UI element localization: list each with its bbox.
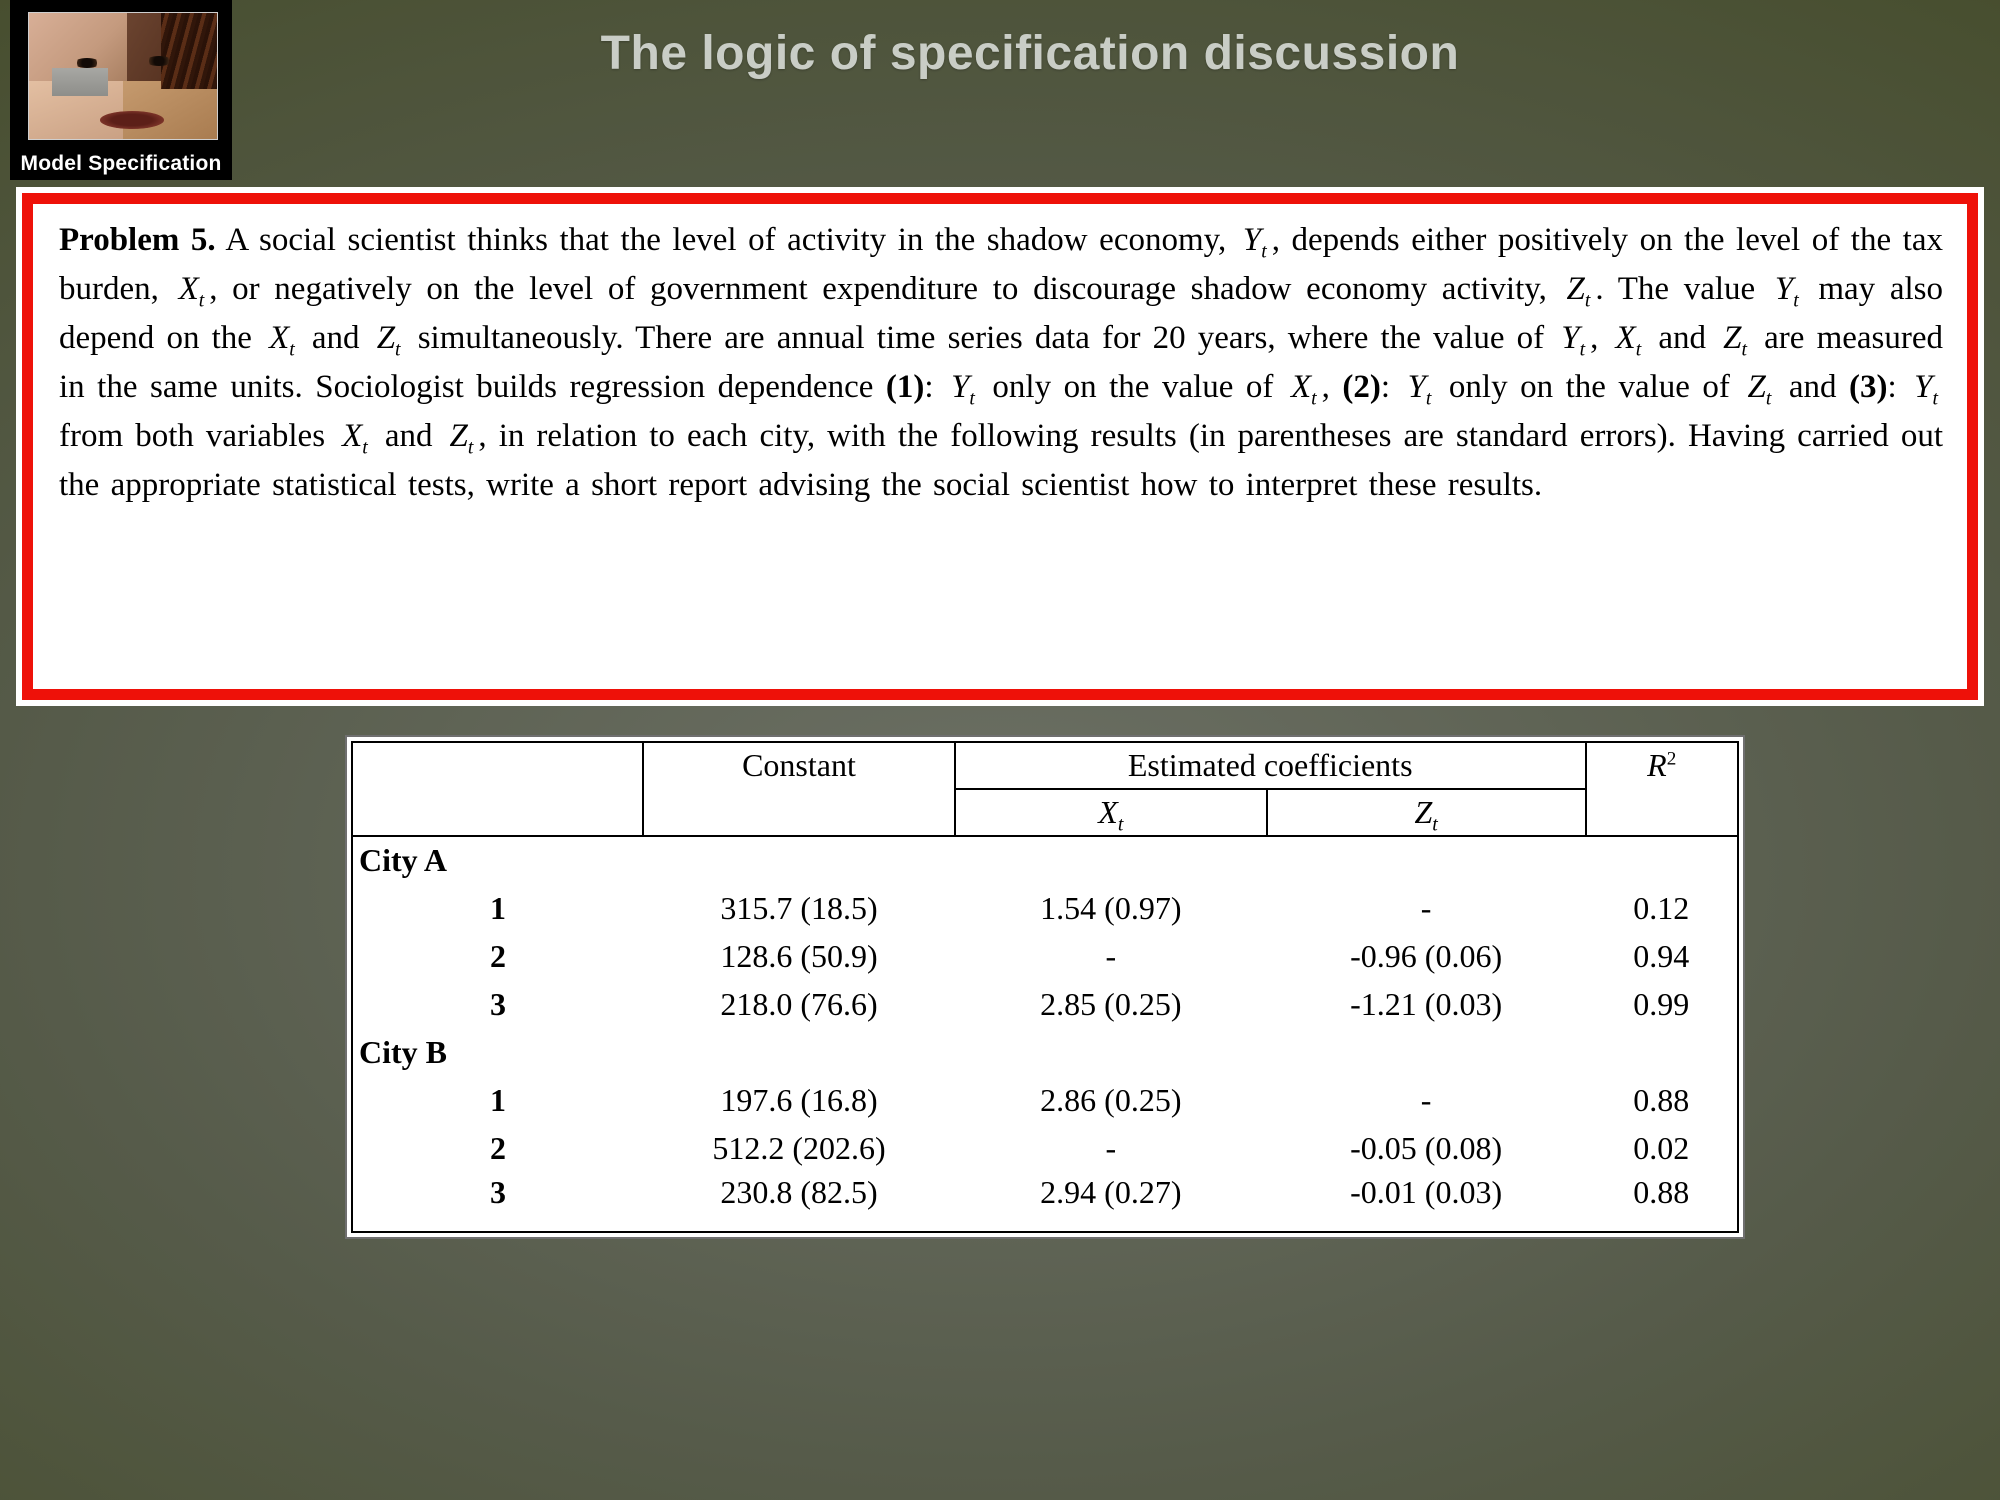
z-coefficient: -: [1420, 889, 1432, 926]
r-squared-value: 0.94: [1633, 937, 1690, 974]
math-variable: $Y_t$: [1242, 222, 1267, 263]
r-squared-value: 0.88: [1633, 1081, 1690, 1118]
problem-statement-box: [22, 193, 1978, 700]
header-z-variable: $Z_t$: [1267, 789, 1586, 836]
table-row: [352, 1172, 1738, 1232]
table-row: [352, 932, 1738, 980]
row-number: 2: [490, 937, 507, 974]
row-number: 1: [490, 889, 507, 926]
table-row: [352, 1124, 1738, 1172]
table-row: [352, 980, 1738, 1028]
table-header-row-1: [352, 742, 1738, 789]
constant-value: 315.7 (18.5): [720, 889, 878, 926]
r-squared-value: 0.02: [1633, 1129, 1690, 1166]
row-number: 2: [490, 1129, 507, 1166]
math-variable: $Z_t$: [1747, 369, 1772, 410]
header-x-variable: $X_t$: [955, 789, 1267, 836]
collage-lips: [100, 111, 164, 129]
constant-value: 218.0 (76.6): [720, 985, 878, 1022]
constant-value: 128.6 (50.9): [720, 937, 878, 974]
z-coefficient: -0.01 (0.03): [1350, 1174, 1503, 1210]
row-number: 1: [490, 1081, 507, 1118]
x-coefficient: 2.94 (0.27): [1040, 1174, 1182, 1210]
math-variable: $Z_t$: [449, 418, 474, 459]
logo-label: Model Specification: [20, 152, 222, 175]
math-variable: $Z_t$: [376, 320, 401, 361]
x-coefficient: 2.85 (0.25): [1040, 985, 1182, 1022]
math-variable: $Z_t$: [1723, 320, 1747, 361]
math-variable: $Z_t$: [1566, 271, 1591, 312]
collage-tile: [123, 81, 217, 139]
row-number: 3: [490, 1174, 507, 1210]
r-squared-value: 0.99: [1633, 985, 1690, 1022]
r-squared-value: 0.12: [1633, 889, 1690, 926]
group-label: City B: [359, 1033, 447, 1070]
table-row: [352, 1076, 1738, 1124]
x-coefficient: -: [1105, 937, 1117, 974]
page-title: The logic of specification discussion: [600, 27, 1460, 80]
table-row: [352, 884, 1738, 932]
math-variable: $Y_t$: [1774, 271, 1799, 312]
math-variable: $X_t$: [269, 320, 295, 361]
group-label: City A: [359, 842, 447, 878]
z-coefficient: -0.05 (0.08): [1350, 1129, 1503, 1166]
math-variable: $Y_t$: [951, 369, 975, 410]
z-coefficient: -0.96 (0.06): [1350, 937, 1503, 974]
x-coefficient: 2.86 (0.25): [1040, 1081, 1182, 1118]
results-table: [351, 741, 1739, 1233]
math-variable: $X_t$: [178, 271, 205, 312]
math-variable: $X_t$: [342, 418, 368, 459]
constant-value: 512.2 (202.6): [712, 1129, 886, 1166]
header-estimated-coefficients: Estimated coefficients: [955, 742, 1586, 789]
results-table-body: [352, 836, 1738, 1232]
math-variable: $Y_t$: [1914, 369, 1939, 410]
problem-text: Problem 5. A social scientist thinks that the level of activity in the shadow economy, $Y_t$ , depends either positively on the level of the tax burden, $X_t$ , or negatively on the level of government expenditure to discourage shadow economy activity, $Z_t$ . The value $Y_t$ may also depend on the $X_t$ and $Z_t$ simultaneously. There are annual time series data for 20 years, where the value of $Y_t$ , $X_t$ and $Z_t$ are measured in the same units. Sociologist builds regression dependence (1): $Y_t$ only on the value of $X_t$ , (2): $Y_t$ only on the value of $Z_t$ and (3): $Y_t$ from both variables $X_t$ and $Z_t$ , in relation to each city, with the following results (in parentheses are standard errors). Having carried out the appropriate statistical tests, write a short report advising the social scientist how to interpret these results.: [59, 222, 1944, 503]
header-constant: Constant: [643, 742, 955, 836]
group-label-row: [352, 836, 1738, 884]
r-squared-value: 0.88: [1633, 1174, 1690, 1210]
x-coefficient: 1.54 (0.97): [1040, 889, 1182, 926]
constant-value: 197.6 (16.8): [720, 1081, 878, 1118]
header-r-squared: $R^2$: [1586, 742, 1739, 836]
math-variable: $Y_t$: [1407, 369, 1432, 410]
z-coefficient: -: [1420, 1081, 1432, 1118]
math-variable: $X_t$: [1615, 320, 1642, 361]
math-variable: $X_t$: [1290, 369, 1317, 410]
results-table-wrapper: [345, 735, 1745, 1239]
math-variable: $Y_t$: [1561, 320, 1586, 361]
x-coefficient: -: [1105, 1129, 1117, 1166]
table-corner-cell: [352, 742, 643, 836]
group-label-row: [352, 1028, 1738, 1076]
constant-value: 230.8 (82.5): [720, 1174, 878, 1210]
z-coefficient: -1.21 (0.03): [1350, 985, 1503, 1022]
row-number: 3: [490, 985, 507, 1022]
